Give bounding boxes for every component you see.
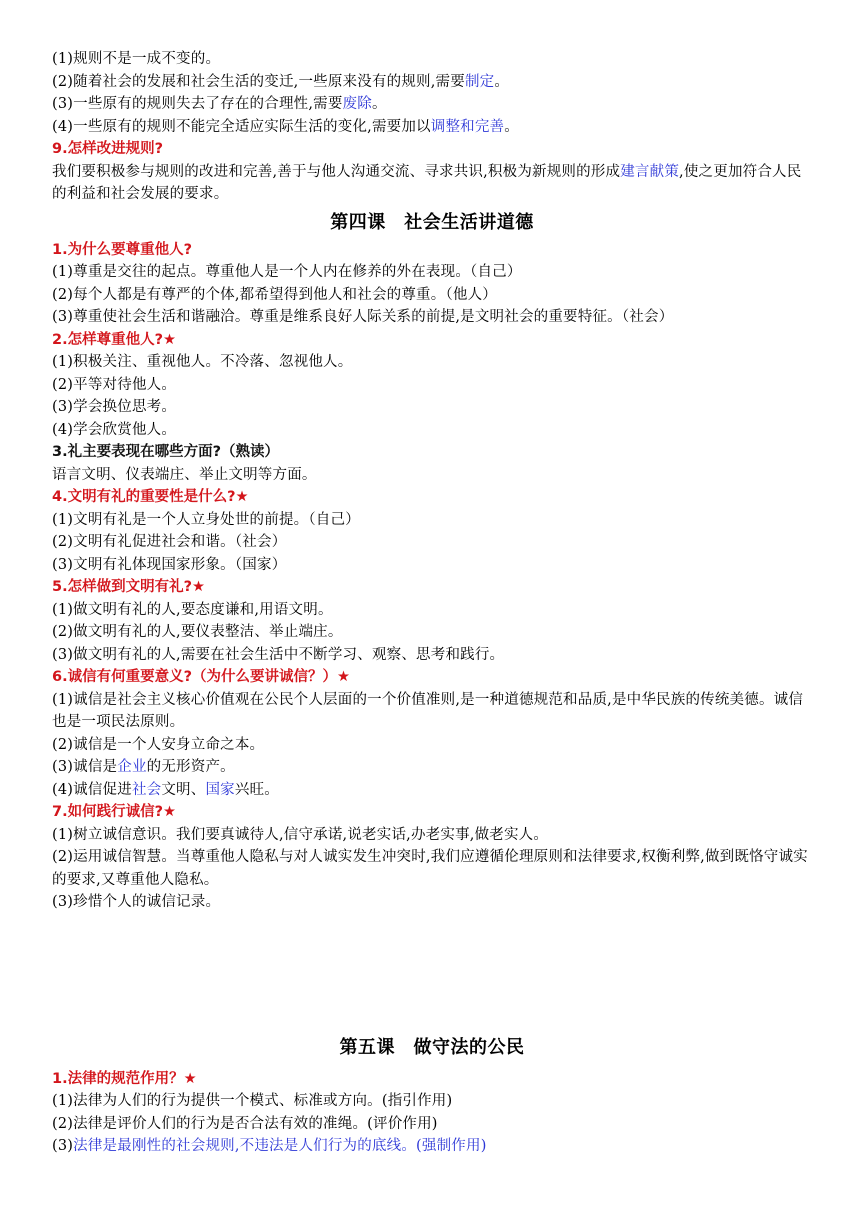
list-item: (1)尊重是交往的起点。尊重他人是一个人内在修养的外在表现。（自己）: [52, 264, 522, 280]
lesson-title: 第四课 社会生活讲道德: [330, 211, 534, 233]
list-item: (2)法律是评价人们的行为是否合法有效的准绳。(评价作用): [52, 1115, 438, 1132]
list-item: (3)尊重使社会生活和谐融洽。尊重是维系良好人际关系的前提,是文明社会的重要特征。（社会）: [52, 309, 674, 325]
list-item: (1)法律为人们的行为提供一个模式、标准或方向。(指引作用): [52, 1093, 453, 1109]
question-heading: 5.怎样做到文明有礼?★: [52, 579, 206, 595]
highlight-text: 企业: [117, 759, 147, 775]
highlight-text: 废除: [342, 96, 372, 112]
answer-paragraph: (2)运用诚信智慧。当尊重他人隐私与对人诚实发生冲突时,我们应遵循伦理原则和法律要求,权衡利弊,做到既恪守诚实的要求,又尊重他人隐私。: [52, 849, 808, 888]
list-item: (3)文明有礼体现国家形象。（国家）: [52, 556, 287, 573]
document-page: [52, 48, 812, 1158]
list-item: (2)诚信是一个人安身立命之本。: [52, 736, 265, 753]
answer-paragraph: 我们要积极参与规则的改进和完善,善于与他人沟通交流、寻求共识,积极为新规则的形成建言献策,使之更加符合人民的利益和社会发展的要求。: [52, 163, 802, 202]
list-item: (2)随着社会的发展和社会生活的变迁,一些原来没有的规则,需要制定。: [52, 73, 510, 90]
question-heading: 1.为什么要尊重他人?: [52, 241, 193, 258]
rules-change-list: [52, 48, 812, 138]
question-heading: 6.诚信有何重要意义?（为什么要讲诚信？）★: [52, 669, 351, 685]
list-item: (1)规则不是一成不变的。: [52, 51, 221, 67]
list-item: (3)一些原有的规则失去了存在的合理性,需要废除。: [52, 96, 387, 112]
question-heading: 4.文明有礼的重要性是什么?★: [52, 489, 249, 505]
list-item: (3)法律是最刚性的社会规则,不违法是人们行为的底线。(强制作用): [52, 1138, 487, 1154]
answer-paragraph: (1)诚信是社会主义核心价值观在公民个人层面的一个价值准则,是一种道德规范和品质,是中华民族的传统美德。诚信也是一项民法原则。: [52, 691, 804, 730]
list-item: (2)文明有礼促进社会和谐。（社会）: [52, 534, 287, 550]
highlight-text: 国家: [205, 781, 235, 798]
list-item: (3)珍惜个人的诚信记录。: [52, 894, 221, 910]
highlight-text: 调整和完善: [430, 118, 505, 135]
blank-space: [52, 914, 812, 1032]
list-item: (1)树立诚信意识。我们要真诚待人,信守承诺,说老实话,办老实事,做老实人。: [52, 826, 549, 843]
list-item: (1)积极关注、重视他人。不冷落、忽视他人。: [52, 354, 353, 370]
highlight-text: 制定: [464, 73, 495, 90]
question-heading: 3.礼主要表现在哪些方面?（熟读）: [52, 444, 280, 460]
list-item: (4)诚信促进社会文明、国家兴旺。: [52, 781, 279, 798]
highlight-text: 法律是最刚性的社会规则,不违法是人们行为的底线。(强制作用): [73, 1138, 487, 1154]
question-heading: 2.怎样尊重他人?★: [52, 331, 177, 348]
list-item: (3)学会换位思考。: [52, 399, 177, 415]
highlight-text: 建言献策: [620, 163, 680, 180]
list-item: (1)文明有礼是一个人立身处世的前提。（自己）: [52, 511, 360, 528]
question-heading: 9.怎样改进规则?: [52, 141, 164, 157]
lesson-title: 第五课 做守法的公民: [339, 1036, 525, 1058]
list-item: (4)一些原有的规则不能完全适应实际生活的变化,需要加以调整和完善。: [52, 118, 519, 135]
list-item: (3)做文明有礼的人,需要在社会生活中不断学习、观察、思考和践行。: [52, 646, 505, 663]
list-item: (2)做文明有礼的人,要仪表整洁、举止端庄。: [52, 624, 343, 640]
list-item: (3)诚信是企业的无形资产。: [52, 759, 235, 775]
list-item: (1)做文明有礼的人,要态度谦和,用语文明。: [52, 601, 333, 618]
question-heading: 7.如何践行诚信?★: [52, 804, 177, 820]
highlight-text: 社会: [131, 781, 162, 798]
list-item: (2)每个人都是有尊严的个体,都希望得到他人和社会的尊重。（他人）: [52, 286, 497, 303]
list-item: 语言文明、仪表端庄、举止文明等方面。: [52, 466, 317, 483]
question-heading: 1.法律的规范作用？★: [52, 1070, 197, 1087]
list-item: (4)学会欣赏他人。: [52, 421, 177, 438]
list-item: (2)平等对待他人。: [52, 376, 177, 393]
